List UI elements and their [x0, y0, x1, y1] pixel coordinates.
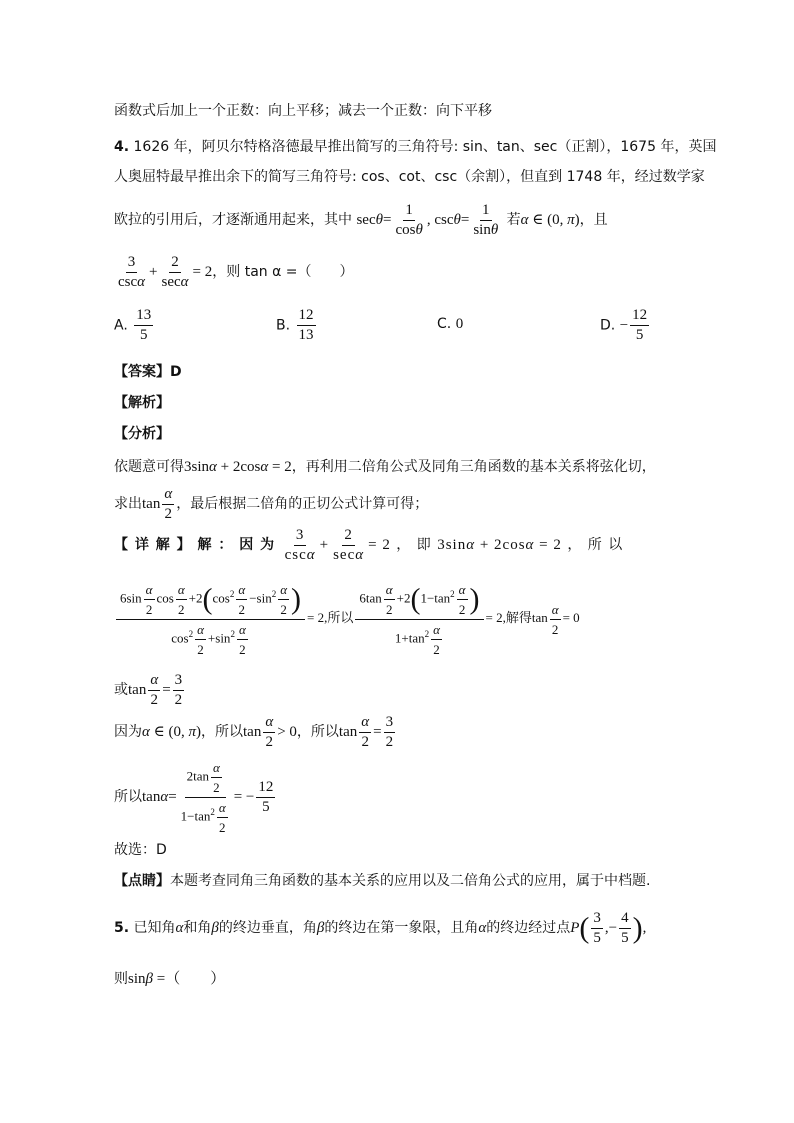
detail-line-2: 6sin $\frac{\alpha}{2}$ cos $\frac{\alpha}{2}$ $+2(\cos^2$ $\frac{\alpha}{2}$ $-\sin^2$ $\frac{\alpha}{2}$ ) $\cos^2$ $\frac{\alpha}{2}$ $+\sin^2$ $\frac{\alpha}{2}$ = 2,所以 6tan $\frac{\alpha}{2}$ $+2(1-\tan^2$ $\frac{\alpha}{2}$ ) $1+\tan^2$ $\frac{\alpha}{2}$ = 2,解得tan $\frac{\alpha}{2}$ = 0 [114, 578, 580, 659]
detail-line-3: 或tan $\frac{\alpha}{2}$ = $\frac{3}{2}$ [114, 672, 183, 709]
analysis-label: 【解析】 [114, 395, 170, 411]
fenxi-line-1: 依题意可得3sinα + 2cosα = 2，再利用二倍角公式及同角三角函数的基本关系将弦化切， [114, 459, 656, 475]
sec-def: secθ= $\frac{1}{\cos\theta}$ , cscθ= $\frac{1}{\sin\theta}$ [356, 202, 499, 239]
q5-line-1: 5. 已知角α和角β的终边垂直，角β的终边在第一象限，且角α的终边经过点P( $\frac{3}{5}$ ,− $\frac{4}{5}$ ), [114, 910, 647, 947]
given-equation: $\frac{3}{\csc\alpha}$ + $\frac{2}{\sec\alpha}$ = 2 [118, 254, 213, 291]
q4-line-3: 欧拉的引用后，才逐渐通用起来，其中 secθ= $\frac{1}{\cos\theta}$ , cscθ= $\frac{1}{\sin\theta}$ 若α ∈ (0, π)，且 [114, 202, 608, 239]
alpha-range: α ∈ (0, π) [520, 212, 580, 228]
expansion-formula: 6sin $\frac{\alpha}{2}$ cos $\frac{\alpha}{2}$ $+2(\cos^2$ $\frac{\alpha}{2}$ $-\sin^2$ $\frac{\alpha}{2}$ ) $\cos^2$ $\frac{\alpha}{2}$ $+\sin^2$ $\frac{\alpha}{2}$ = 2, [114, 610, 327, 625]
q4-line-2: 人奥屈特最早推出余下的简写三角符号: cos、cot、csc（余割），但直到 1748 年，经过数学家 [114, 169, 705, 185]
fenxi-label: 【分析】 [114, 426, 170, 442]
option-c: C. 0 [437, 316, 464, 332]
option-b: B. $\frac{12}{13}$ [276, 307, 314, 343]
q5-line-2: 则sinβ =（ ） [114, 971, 226, 987]
option-a: A. $\frac{13}{5}$ [114, 307, 152, 343]
q4-line-1: 4. 1626 年，阿贝尔特格洛德最早推出简写的三角符号: sin、tan、sec（正割），1675 年，英国 [114, 139, 717, 155]
detail-line-4: 因为α ∈ (0, π)，所以tan $\frac{\alpha}{2}$ > 0，所以tan $\frac{\alpha}{2}$ = $\frac{3}{2}$ [114, 714, 394, 751]
intro-line: 函数式后加上一个正数：向上平移；减去一个正数：向下平移 [114, 103, 492, 119]
q4-line-4: $\frac{3}{\csc\alpha}$ + $\frac{2}{\sec\alpha}$ = 2，则 tan α =（ ） [114, 252, 354, 292]
tan-formula: 6tan $\frac{\alpha}{2}$ $+2(1-\tan^2$ $\frac{\alpha}{2}$ ) $1+\tan^2$ $\frac{\alpha}{2}$ = 2, [353, 610, 505, 625]
detail-line-5: 所以tanα= 2tan $\frac{\alpha}{2}$ $1-\tan^2$ $\frac{\alpha}{2}$ = − $\frac{12}{5}$ [114, 760, 274, 835]
point-p: P( $\frac{3}{5}$ ,− $\frac{4}{5}$ ), [570, 910, 647, 947]
detail-line-1: 【 详 解 】 解 ： 因 为 $\frac{3}{\csc\alpha}$ + $\frac{2}{\sec\alpha}$ = 2 ， 即 3sinα + 2cosα = 2 ， 所 以 [114, 527, 624, 564]
dianjing-line: 【点睛】本题考查同角三角函数的基本关系的应用以及二倍角公式的应用，属于中档题. [114, 873, 651, 889]
fenxi-line-2: 求出tan $\frac{\alpha}{2}$ ，最后根据二倍角的正切公式计算可得； [114, 486, 429, 523]
gu-xuan: 故选：D [114, 842, 167, 858]
option-d: D. − $\frac{12}{5}$ [600, 307, 648, 343]
answer-line: 【答案】D [114, 364, 182, 380]
